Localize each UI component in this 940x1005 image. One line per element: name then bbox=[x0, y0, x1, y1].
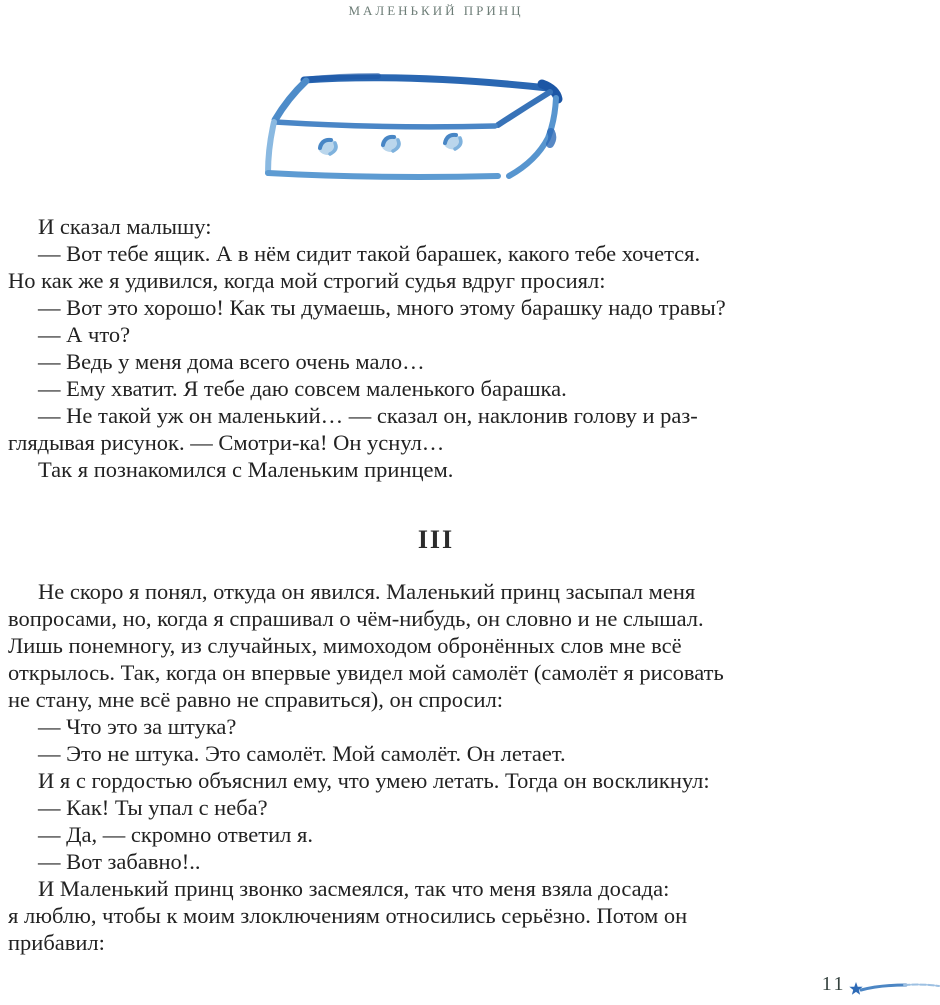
text-line: прибавил: bbox=[8, 930, 105, 955]
chapter-heading: III bbox=[417, 525, 455, 554]
text-line: Не скоро я понял, откуда он явился. Маленький принц засыпал меня bbox=[38, 579, 696, 604]
text-line: — Вот это хорошо! Как ты думаешь, много этому барашку надо травы? bbox=[38, 295, 726, 320]
text-line: — Ведь у меня дома всего очень мало… bbox=[38, 349, 425, 374]
text-line: открылось. Так, когда он впервые увидел мой самолёт (самолёт я рисовать bbox=[8, 660, 724, 685]
text-line: И сказал малышу: bbox=[38, 214, 212, 239]
text-line: я люблю, чтобы к моим злоключениям относились серьёзно. Потом он bbox=[8, 903, 688, 928]
text-line: Лишь понемногу, из случайных, мимоходом обронённых слов мне всё bbox=[8, 633, 682, 658]
text-line: Но как же я удивился, когда мой строгий судья вдруг просиял: bbox=[8, 268, 606, 293]
text-line: — Ему хватит. Я тебе даю совсем маленького барашка. bbox=[38, 376, 567, 401]
page-number: 11 bbox=[821, 973, 846, 995]
text-line: глядывая рисунок. — Смотри-ка! Он уснул… bbox=[8, 430, 445, 455]
running-head: МАЛЕНЬКИЙ ПРИНЦ bbox=[348, 3, 524, 18]
text-line: — Да, — скромно ответил я. bbox=[38, 822, 313, 847]
watercolor-box-icon bbox=[248, 58, 598, 208]
text-line: не стану, мне всё равно не справиться), он спросил: bbox=[8, 687, 504, 712]
text-section-1 bbox=[8, 213, 870, 483]
text-line: И Маленький принц звонко засмеялся, так что меня взяла досада: bbox=[38, 876, 670, 901]
air-holes bbox=[318, 135, 463, 156]
text-line: — Как! Ты упал с неба? bbox=[38, 795, 268, 820]
text-line: — Не такой уж он маленький… — сказал он, наклонив голову и раз- bbox=[38, 403, 698, 428]
text-line: — Это не штука. Это самолёт. Мой самолёт. Он летает. bbox=[38, 741, 566, 766]
star-shape bbox=[849, 982, 862, 995]
text-line: — Что это за штука? bbox=[38, 714, 237, 739]
text-line: Так я познакомился с Маленьким принцем. bbox=[38, 457, 454, 482]
text-line: — А что? bbox=[38, 322, 131, 347]
page-footer-decoration bbox=[846, 976, 940, 1000]
text-line: — Вот тебе ящик. А в нём сидит такой барашек, какого тебе хочется. bbox=[38, 241, 701, 266]
box-illustration bbox=[248, 58, 598, 208]
text-line: вопросами, но, когда я спрашивал о чём-нибудь, он словно и не слышал. bbox=[8, 606, 704, 631]
text-line: — Вот забавно!.. bbox=[38, 849, 201, 874]
text-line: И я с гордостью объяснил ему, что умею летать. Тогда он воскликнул: bbox=[38, 768, 710, 793]
shooting-star-icon bbox=[846, 976, 940, 1000]
text-section-2 bbox=[8, 578, 870, 956]
